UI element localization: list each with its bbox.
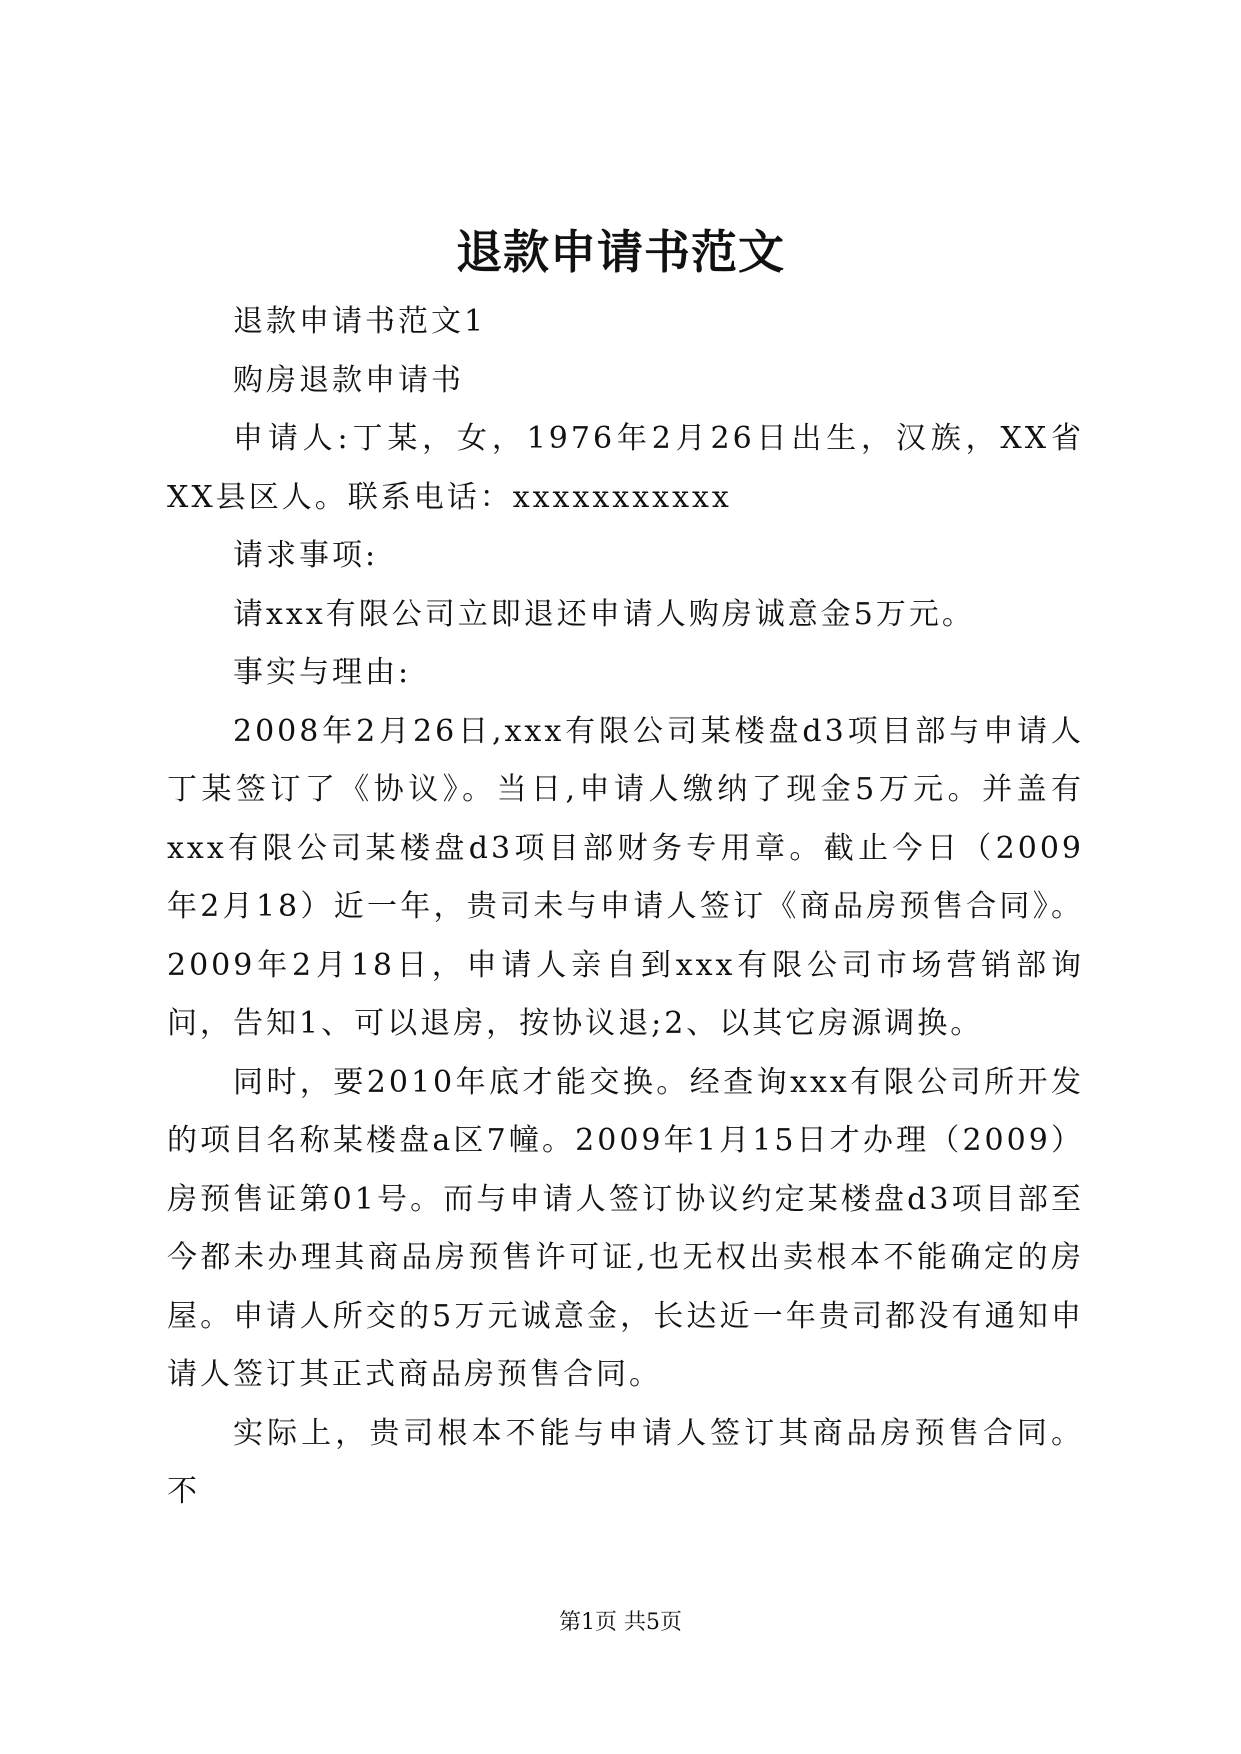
paragraph-facts-1: 2008年2月26日,xxx有限公司某楼盘d3项目部与申请人丁某签订了《协议》。当日,申请人缴纳了现金5万元。并盖有xxx有限公司某楼盘d3项目部财务专用章。截止今日（2009年2月18）近一年，贵司未与申请人签订《商品房预售合同》。2009年2月18日，申请人亲自到xxx有限公司市场营销部询问，告知1、可以退房，按协议退;2、以其它房源调换。 (167, 713, 1084, 1041)
paragraph-heading: 退款申请书范文1 (233, 304, 487, 339)
paragraph-facts-3: 实际上，贵司根本不能与申请人签订其商品房预售合同。不 (167, 1415, 1084, 1509)
document-body (167, 293, 1084, 1522)
paragraph-applicant: 申请人:丁某，女，1976年2月26日出生，汉族，XX省XX县区人。联系电话：xxxxxxxxxxx (167, 421, 1084, 515)
page-number: 第1页 共5页 (559, 1610, 682, 1635)
paragraph-request-label: 请求事项: (233, 538, 379, 573)
paragraph-request: 请xxx有限公司立即退还申请人购房诚意金5万元。 (233, 596, 975, 632)
paragraph-subtitle: 购房退款申请书 (233, 362, 464, 398)
paragraph-facts-label: 事实与理由: (233, 655, 412, 690)
paragraph-facts-2: 同时，要2010年底才能交换。经查询xxx有限公司所开发的项目名称某楼盘a区7幢。2009年1月15日才办理（2009）房预售证第01号。而与申请人签订协议约定某楼盘d3项目部至今都未办理其商品房预售许可证,也无权出卖根本不能确定的房屋。申请人所交的5万元诚意金，长达近一年贵司都没有通知申请人签订其正式商品房预售合同。 (167, 1064, 1084, 1392)
document-title: 退款申请书范文 (456, 225, 785, 279)
